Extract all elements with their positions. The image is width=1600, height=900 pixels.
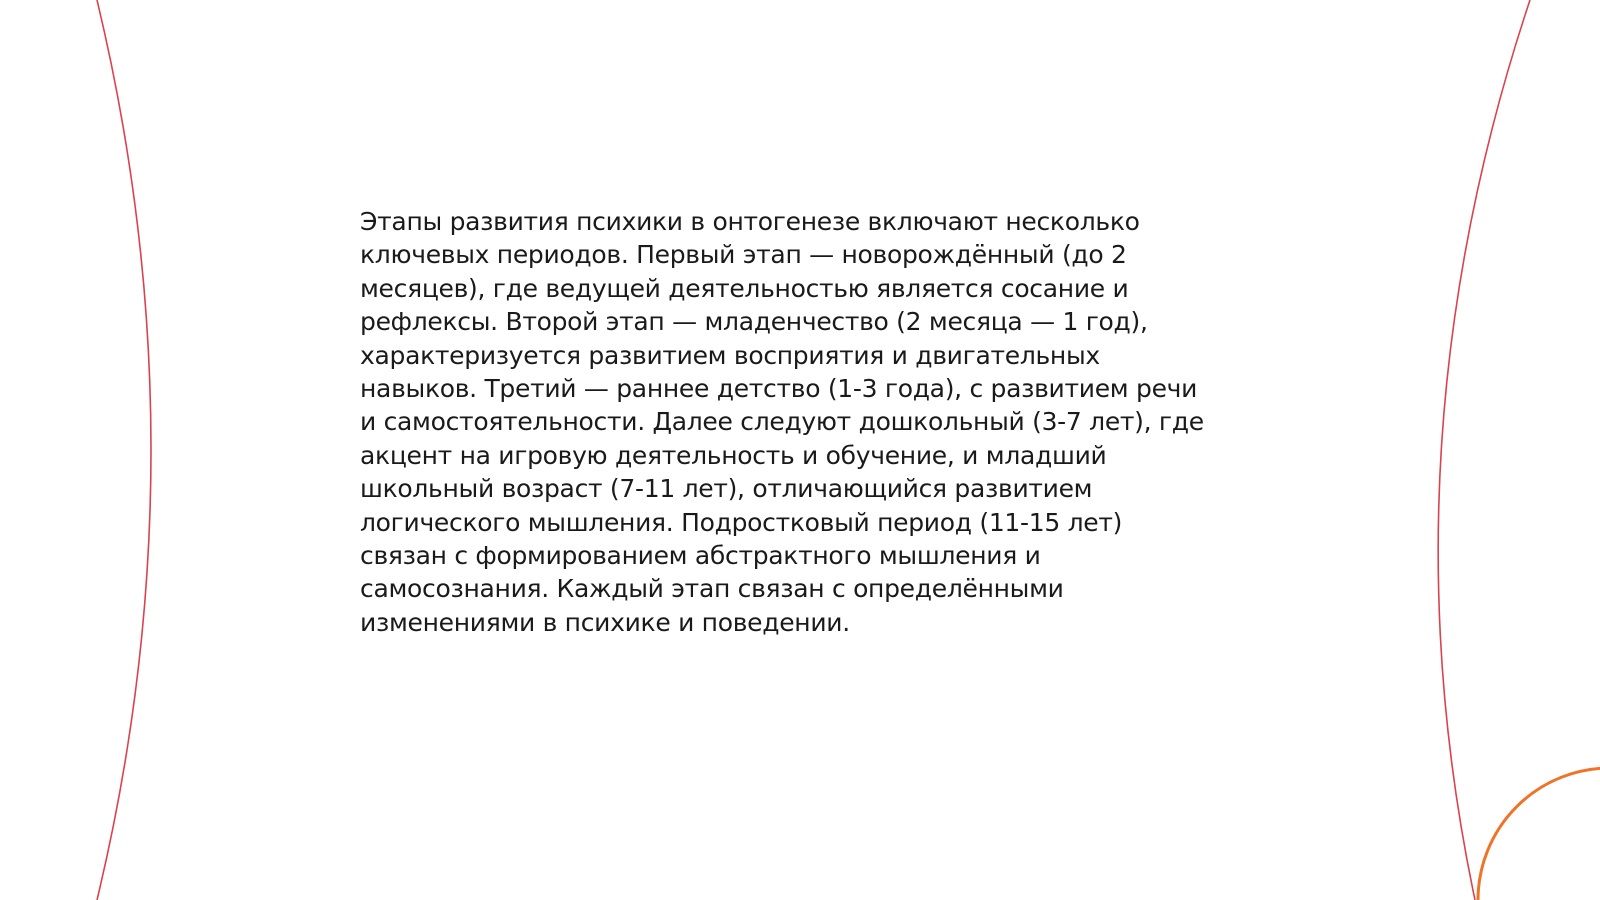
text-line: навыков. Третий — раннее детство (1-3 года), с развитием речи xyxy=(360,374,1198,404)
text-line: характеризуется развитием восприятия и двигательных xyxy=(360,340,1100,370)
left-arc xyxy=(97,0,151,900)
orange-ring xyxy=(1478,768,1600,900)
text-line: изменениями в психике и поведении. xyxy=(360,607,850,637)
text-line: логического мышления. Подростковый период (11-15 лет) xyxy=(360,507,1123,537)
body-paragraph xyxy=(360,205,1260,639)
text-line: Этапы развития психики в онтогенезе включают несколько xyxy=(360,207,1140,236)
right-arc xyxy=(1438,0,1530,900)
text-line: месяцев), где ведущей деятельностью является сосание и xyxy=(360,273,1129,303)
text-line: школьный возраст (7-11 лет), отличающийся развитием xyxy=(360,474,1093,504)
text-line: рефлексы. Второй этап — младенчество (2 месяца — 1 год), xyxy=(360,307,1148,337)
text-line: и самостоятельности. Далее следуют дошкольный (3-7 лет), где xyxy=(360,407,1204,437)
text-line: связан с формированием абстрактного мышления и xyxy=(360,541,1041,571)
text-line: самосознания. Каждый этап связан с определёнными xyxy=(360,574,1064,604)
text-line: акцент на игровую деятельность и обучение, и младший xyxy=(360,440,1107,470)
text-line: ключевых периодов. Первый этап — новорождённый (до 2 xyxy=(360,240,1127,270)
